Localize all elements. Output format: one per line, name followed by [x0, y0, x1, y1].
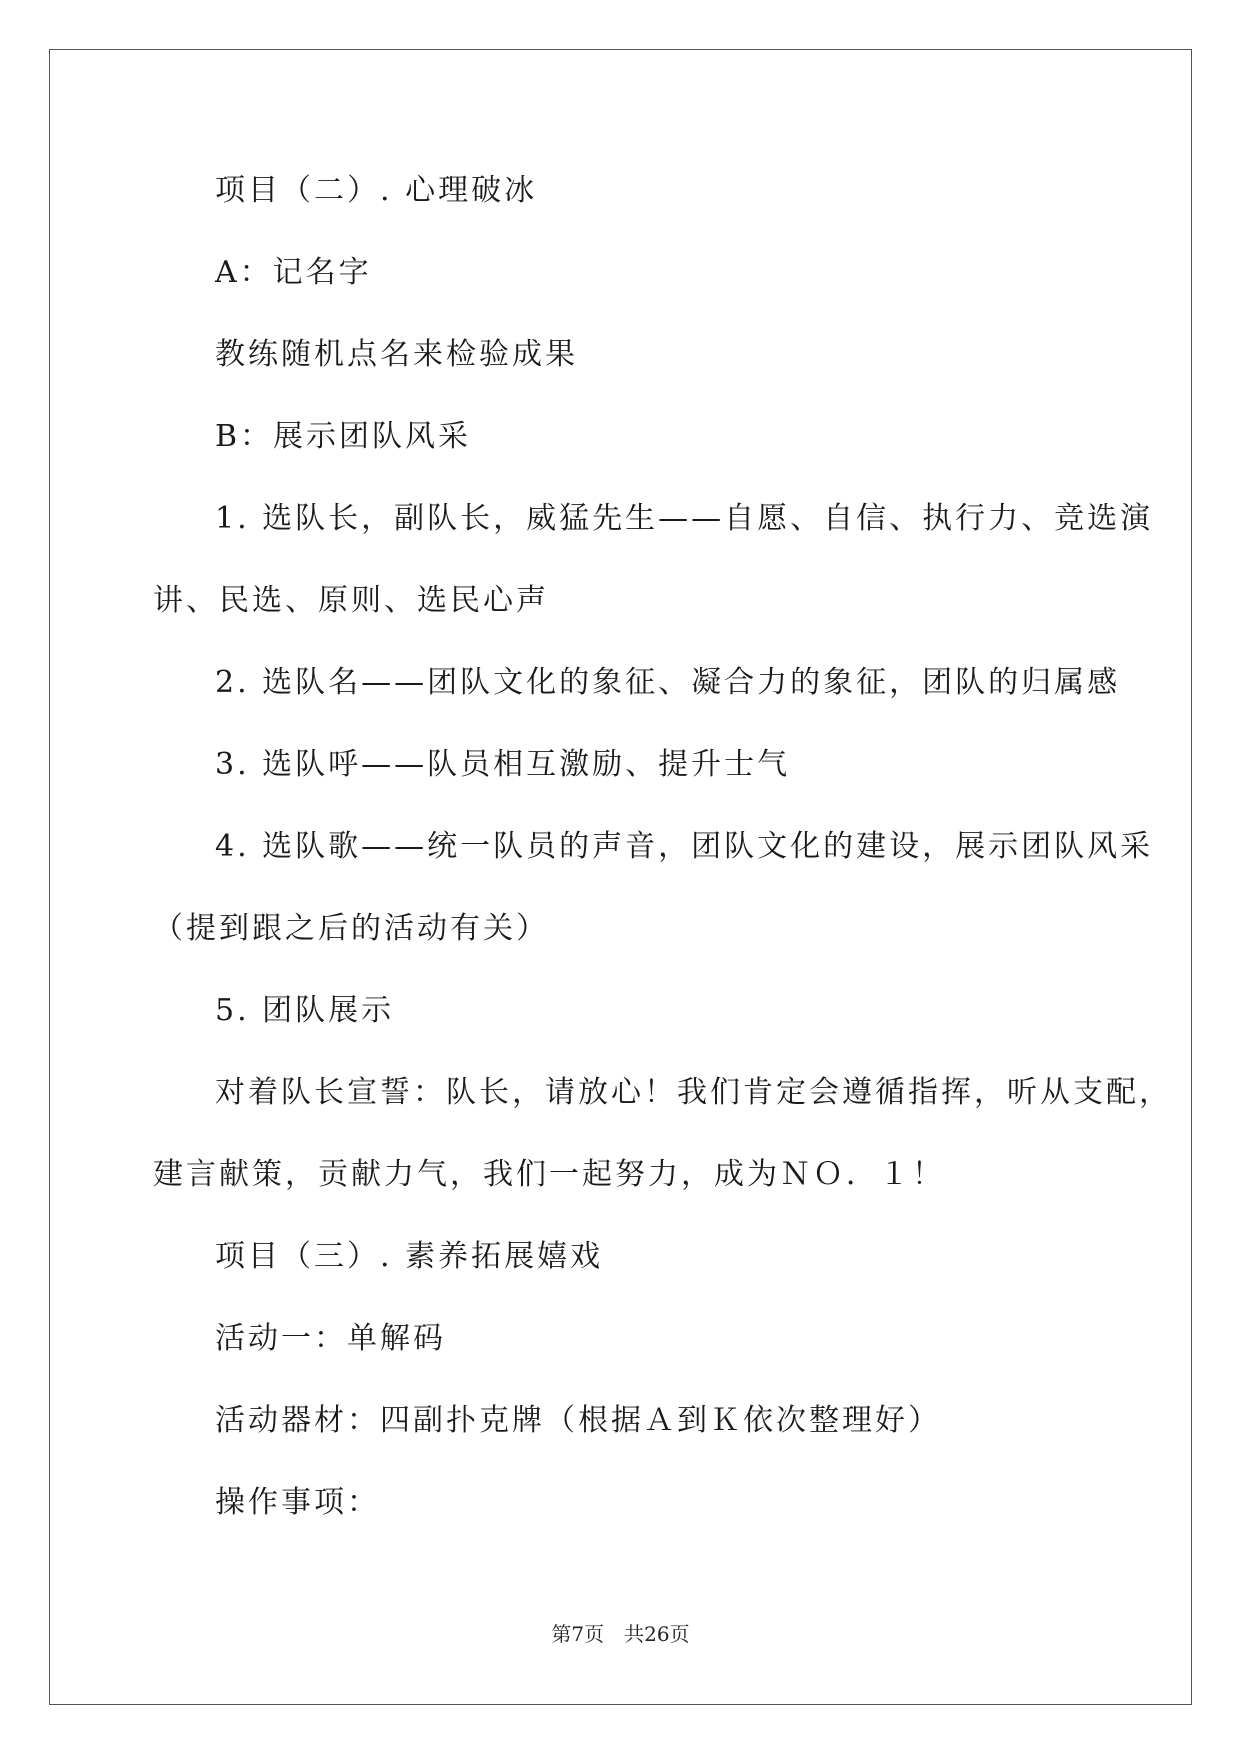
list-item: 3. 选队呼——队员相互激励、提升士气: [215, 747, 791, 782]
paragraph: 对着队长宣誓：队长，请放心！我们肯定会遵循指挥，听从支配，: [215, 1075, 1172, 1110]
list-item: 2. 选队名——团队文化的象征、凝合力的象征，团队的归属感: [215, 665, 1121, 700]
subsection-heading: A：记名字: [215, 255, 372, 290]
list-item: 4. 选队歌——统一队员的声音，团队文化的建设，展示团队风采: [215, 829, 1154, 864]
list-item: 1. 选队长，副队长，威猛先生——自愿、自信、执行力、竞选演: [215, 501, 1154, 536]
page-number: 第7页 共26页: [551, 1622, 690, 1646]
paragraph-continuation: 建言献策，贡献力气，我们一起努力，成为ＮＯ．１！: [153, 1157, 945, 1192]
subsection-heading: B：展示团队风采: [215, 419, 472, 454]
paragraph: 教练随机点名来检验成果: [215, 337, 578, 372]
list-item-continuation: （提到跟之后的活动有关）: [153, 911, 549, 946]
paragraph: 活动器材：四副扑克牌（根据Ａ到Ｋ依次整理好）: [215, 1403, 941, 1438]
paragraph: 操作事项：: [215, 1485, 380, 1520]
list-item: 5. 团队展示: [215, 993, 395, 1028]
list-item-continuation: 讲、民选、原则、选民心声: [153, 583, 549, 618]
section-heading: 项目（二）. 心理破冰: [215, 173, 538, 208]
section-heading: 项目（三）. 素养拓展嬉戏: [215, 1239, 604, 1274]
page-border: [49, 49, 1192, 1705]
subsection-heading: 活动一：单解码: [215, 1321, 446, 1356]
